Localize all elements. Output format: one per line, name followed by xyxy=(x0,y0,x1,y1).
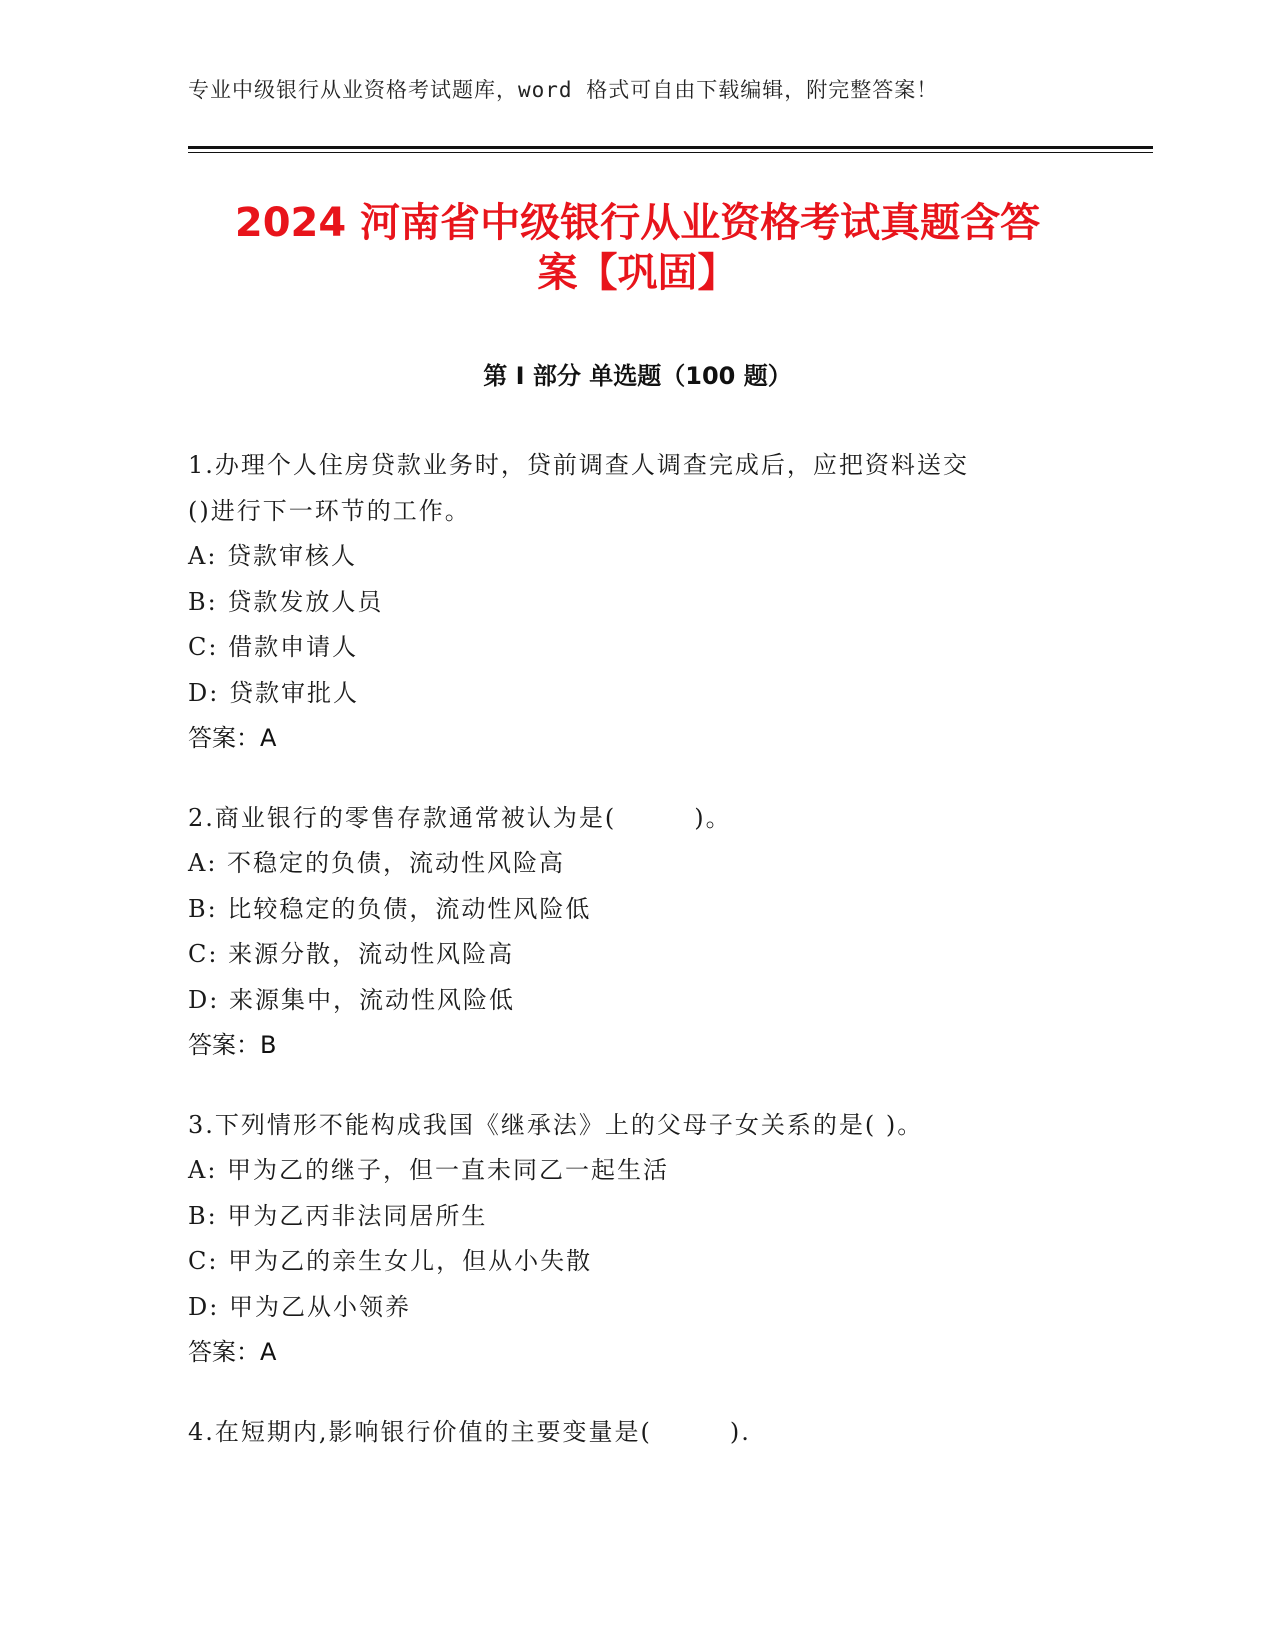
answer: 答案：B xyxy=(188,1031,277,1059)
option-c: C: 借款申请人 xyxy=(188,633,359,661)
question-list xyxy=(188,443,1088,1489)
answer: 答案：A xyxy=(188,724,277,752)
option-b: B: 贷款发放人员 xyxy=(188,587,384,616)
question-2 xyxy=(188,796,1088,1069)
option-d: D: 来源集中，流动性风险低 xyxy=(188,985,515,1014)
header-rule-thick xyxy=(188,146,1153,149)
option-c: C: 甲为乙的亲生女儿，但从小失散 xyxy=(188,1247,593,1275)
question-stem: 1.办理个人住房贷款业务时，贷前调查人调查完成后，应把资料送交 xyxy=(188,451,969,479)
question-stem: 2.商业银行的零售存款通常被认为是( )。 xyxy=(188,803,732,832)
header-rule-thin xyxy=(188,152,1153,153)
question-3 xyxy=(188,1103,1088,1376)
option-b: B: 甲为乙丙非法同居所生 xyxy=(188,1201,488,1230)
option-a: A: 贷款审核人 xyxy=(188,542,358,570)
question-1 xyxy=(188,443,1088,762)
question-stem: 3.下列情形不能构成我国《继承法》上的父母子女关系的是( )。 xyxy=(188,1110,924,1139)
document-title-line-1: 2024 河南省中级银行从业资格考试真题含答 xyxy=(234,200,1041,246)
section-title: 第 I 部分 单选题（100 题） xyxy=(483,362,792,390)
document-title-line-2: 案【巩固】 xyxy=(537,250,738,296)
header-note: 专业中级银行从业资格考试题库，word 格式可自由下载编辑，附完整答案！ xyxy=(188,78,939,102)
option-a: A: 甲为乙的继子，但一直未同乙一起生活 xyxy=(188,1156,670,1184)
question-stem: 4.在短期内,影响银行价值的主要变量是( ). xyxy=(188,1417,751,1446)
question-4 xyxy=(188,1410,1088,1456)
option-c: C: 来源分散，流动性风险高 xyxy=(188,940,515,968)
option-b: B: 比较稳定的负债，流动性风险低 xyxy=(188,894,592,923)
document-title xyxy=(160,198,1115,298)
option-a: A: 不稳定的负债，流动性风险高 xyxy=(188,849,566,877)
question-stem: ()进行下一环节的工作。 xyxy=(188,496,471,525)
option-d: D: 甲为乙从小领养 xyxy=(188,1292,411,1321)
answer: 答案：A xyxy=(188,1338,277,1366)
option-d: D: 贷款审批人 xyxy=(188,678,359,707)
